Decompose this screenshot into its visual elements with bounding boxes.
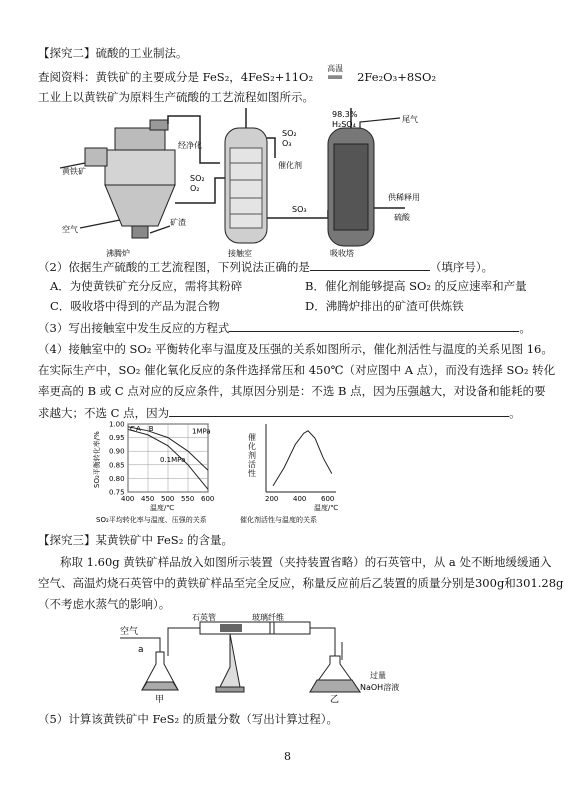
label-tail-gas: 尾气 — [402, 115, 418, 124]
y-tick-label: 0.95 — [109, 434, 125, 443]
y-axis-label-char: 催 — [248, 433, 256, 442]
conversion-chart — [90, 418, 255, 528]
reference-formula: 查阅资料：黄铁矿的主要成分是 FeS₂，4FeS₂+11O₂ — [38, 70, 314, 84]
y-axis-label-char: 化 — [248, 442, 256, 451]
chart-title: SO₂平均转化率与温度、压强的关系 — [96, 516, 207, 524]
x-tick-label: 600 — [201, 495, 215, 503]
point-label: A — [136, 424, 141, 433]
quartz-tube — [200, 622, 310, 692]
x-tick-label: 400 — [293, 495, 307, 503]
x-tick-label: 500 — [161, 495, 175, 503]
flow-intro: 工业上以黄铁矿为原料生产硫酸的工艺流程如图所示。 — [38, 90, 314, 104]
y-axis-label-char: 性 — [248, 469, 256, 478]
flask-yi — [310, 628, 360, 692]
question-4-end: 。 — [509, 406, 521, 420]
chart-title: 催化剂活性与温度的关系 — [240, 516, 317, 524]
label-o3-outlet: O₃ — [282, 139, 292, 148]
label-glass-wool: 玻璃纤维 — [252, 613, 284, 622]
label-air: 空气 — [62, 225, 78, 234]
reference-products: 2Fe₂O₃+8SO₂ — [357, 70, 437, 84]
label-so2-outlet: SO₂ — [282, 129, 297, 138]
x-tick-label: 600 — [321, 495, 335, 503]
condition-arrow: 高温 ══ — [313, 70, 357, 85]
question-4-line-1: （4）接触室中的 SO₂ 平衡转化率与温度及压强的关系如图所示，催化剂活性与温度的关系见图 16。 — [38, 342, 553, 356]
caption-furnace: 沸腾炉 — [106, 249, 130, 258]
apparatus-diagram — [120, 612, 460, 704]
y-axis-label-char: 剂 — [248, 451, 256, 460]
question-3 — [38, 320, 531, 336]
label-so3: SO₃ — [292, 205, 307, 214]
series-line — [273, 431, 332, 486]
label-purify: 经净化 — [178, 141, 202, 150]
label-flask-yi: 乙 — [330, 695, 340, 704]
label-catalyst: 催化剂 — [278, 161, 302, 170]
caption-contact: 接触室 — [228, 249, 252, 258]
question-3-end: 。 — [519, 321, 531, 335]
y-tick-label: 0.90 — [109, 447, 125, 456]
question-2-tail: （填序号）。 — [429, 260, 494, 274]
label-quartz-tube: 石英管 — [192, 613, 216, 622]
label-output-dilute: 供稀释用 — [388, 193, 420, 202]
question-2-stem: （2）依据生产硫酸的工艺流程图，下列说法正确的是 — [38, 260, 310, 274]
y-axis-label-char: 活 — [248, 460, 256, 469]
section3-heading: 【探究三】某黄铁矿中 FeS₂ 的含量。 — [38, 533, 233, 547]
question-2 — [38, 259, 493, 275]
section2-heading: 【探究二】硫酸的工业制法。 — [38, 46, 188, 60]
y-tick-label: 0.85 — [109, 461, 125, 470]
label-so2-inlet: SO₂ — [190, 174, 205, 183]
section3-line-2: 空气、高温灼烧石英管中的黄铁矿样品至完全反应，称量反应前后乙装置的质量分别是300g和301.28g — [38, 576, 564, 590]
option-c: C．吸收塔中得到的产品为混合物 — [50, 299, 220, 313]
question-4-stem-end: 求越大；不选 C 点，因为 — [38, 406, 170, 420]
flask-jia — [142, 628, 200, 690]
label-acid-concentration: 98.3% — [332, 110, 358, 119]
label-pyrite: 黄铁矿 — [62, 167, 86, 176]
x-axis-label: 温度/℃ — [150, 504, 175, 512]
label-acid-input: H₂SO₄ — [332, 120, 356, 129]
question-5: （5）计算该黄铁矿中 FeS₂ 的质量分数（写出计算过程）。 — [38, 712, 339, 726]
section3-line-1: 称取 1.60g 黄铁矿样品放入如图所示装置（夹持装置省略）的石英管中，从 a 处不断地缓缓通入 — [60, 555, 552, 569]
x-tick-label: 550 — [181, 495, 195, 503]
option-b: B．催化剂能够提高 SO₂ 的反应速率和产量 — [305, 279, 527, 293]
x-tick-label: 450 — [141, 495, 155, 503]
y-tick-label: 0.75 — [109, 488, 125, 497]
boiling-furnace — [85, 120, 175, 238]
question-3-stem: （3）写出接触室中发生反应的方程式 — [38, 321, 230, 335]
y-tick-label: 0.80 — [109, 474, 125, 483]
question-4-line-2: 在实际生产中，SO₂ 催化氧化反应的条件选择常压和 450℃（对应图中 A 点），而没有选择 SO₂ 转化 — [38, 363, 556, 377]
answer-blank-q3[interactable] — [229, 320, 519, 332]
apparatus-inlet-a: a — [138, 645, 144, 655]
condition-label: 高温 — [327, 64, 344, 73]
option-d: D．沸腾炉排出的矿渣可供炼铁 — [305, 299, 464, 313]
catalyst-activity-chart — [238, 418, 368, 528]
y-axis-label: SO₂平衡转化率/% — [93, 431, 101, 488]
label-output-acid: 硫酸 — [394, 213, 410, 222]
label-slag: 矿渣 — [170, 218, 186, 227]
answer-blank-q4[interactable] — [169, 405, 509, 417]
apparatus-air-label: 空气 — [120, 627, 139, 637]
series-label: 0.1MPa — [160, 456, 186, 465]
process-flow-diagram — [60, 108, 530, 260]
y-tick-label: 1.00 — [109, 420, 125, 429]
page-number: 8 — [284, 750, 291, 763]
caption-absorber: 吸收塔 — [330, 249, 354, 258]
section3-line-3: （不考虑水蒸气的影响）。 — [38, 597, 171, 611]
reference-text — [38, 64, 437, 85]
label-excess: 过量 — [370, 671, 386, 680]
x-tick-label: 200 — [265, 495, 279, 503]
series-label: 1MPa — [192, 427, 211, 436]
option-a: A．为使黄铁矿充分反应，需将其粉碎 — [50, 279, 243, 293]
point-label: B — [148, 424, 154, 433]
point-label: C — [130, 424, 135, 433]
answer-blank-q2[interactable] — [310, 259, 430, 271]
x-tick-label: 400 — [121, 495, 135, 503]
label-flask-jia: 甲 — [155, 695, 165, 704]
question-4-line-3: 率更高的 B 或 C 点对应的反应条件，其原因分别是：不选 B 点，因为压强越大，对设备和能耗的要 — [38, 384, 546, 398]
contact-chamber — [225, 108, 267, 243]
x-axis-label: 温度/℃ — [314, 504, 339, 512]
label-o2-inlet: O₂ — [190, 184, 200, 193]
label-naoh: NaOH溶液 — [360, 683, 400, 692]
air-feed-line — [80, 220, 120, 228]
